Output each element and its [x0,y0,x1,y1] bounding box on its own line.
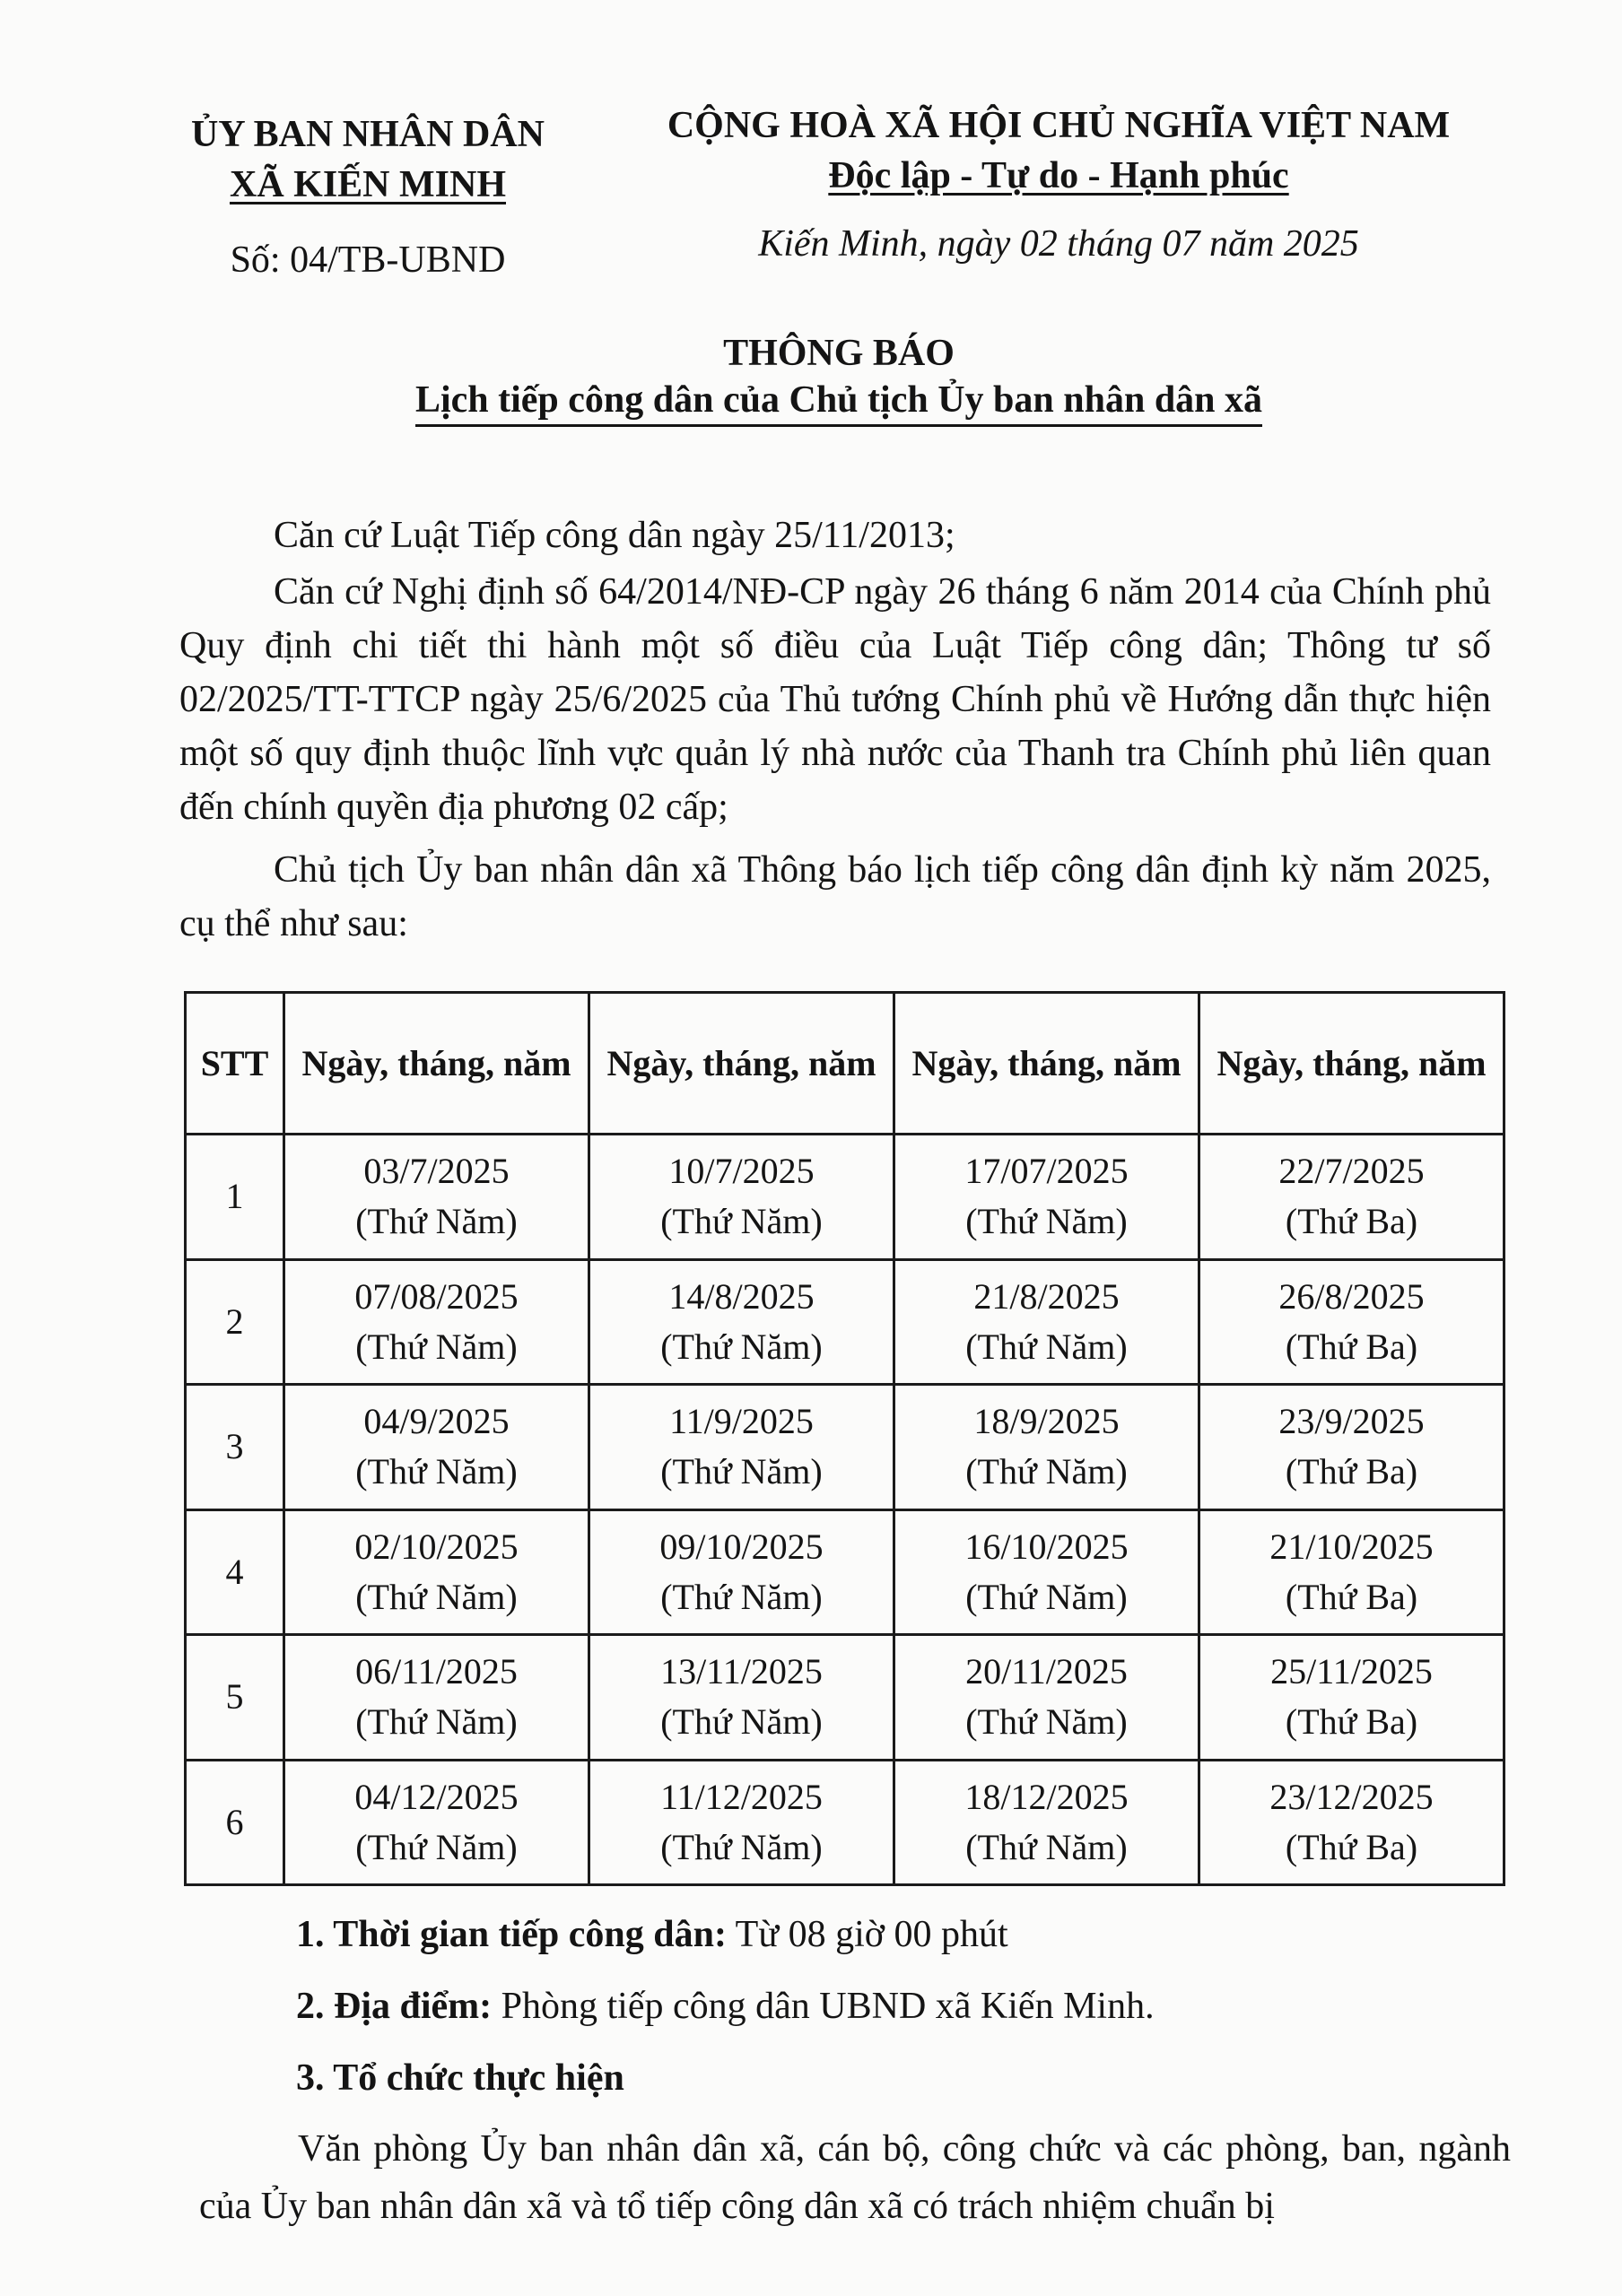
table-row [186,1135,1504,1260]
schedule-cell [284,1135,589,1260]
table-row [186,1509,1504,1635]
section-2-label: 2. Địa điểm: [296,1986,493,2027]
table-row [186,1635,1504,1761]
cell-date: 13/11/2025 [660,1651,823,1692]
schedule-cell [589,1135,894,1260]
motto-line [628,151,1489,201]
cell-weekday: (Thứ Ba) [1285,1701,1418,1743]
cell-date: 03/7/2025 [363,1151,510,1192]
cell-weekday: (Thứ Năm) [965,1326,1128,1367]
row-number: 6 [186,1760,284,1885]
schedule-cell [894,1760,1199,1885]
cell-weekday: (Thứ Ba) [1285,1826,1418,1867]
cell-date: 21/10/2025 [1269,1526,1434,1567]
cell-date: 04/9/2025 [363,1401,510,1442]
cell-date: 04/12/2025 [354,1776,519,1817]
cell-date: 18/9/2025 [973,1401,1120,1442]
schedule-cell [894,1385,1199,1510]
cell-weekday: (Thứ Năm) [355,1326,518,1367]
section-implementation-text: Văn phòng Ủy ban nhân dân xã, cán bộ, công chức và các phòng, ban, ngành của Ủy ban nhân dân xã và tổ tiếp công dân xã có trách nhiệm chuẩn bị [199,2128,1511,2227]
cell-date: 10/7/2025 [668,1151,815,1192]
column-header-date-1: Ngày, tháng, năm [284,993,589,1135]
cell-date: 14/8/2025 [668,1275,815,1317]
schedule-cell [589,1259,894,1385]
paragraph-announcement: Chủ tịch Ủy ban nhân dân xã Thông báo lịch tiếp công dân định kỳ năm 2025, cụ thể như sau: [179,849,1491,944]
cell-date: 09/10/2025 [659,1526,824,1567]
schedule-cell [894,1135,1199,1260]
column-header-date-3: Ngày, tháng, năm [894,993,1199,1135]
table-row [186,1760,1504,1885]
cell-weekday: (Thứ Năm) [660,1826,823,1867]
schedule-cell [284,1385,589,1510]
schedule-cell [284,1259,589,1385]
nation-title: CỘNG HOÀ XÃ HỘI CHỦ NGHĨA VIỆT NAM [667,105,1451,146]
cell-weekday: (Thứ Năm) [660,1576,823,1617]
paragraph-legal-basis-1: Căn cứ Luật Tiếp công dân ngày 25/11/2013; [274,515,955,556]
schedule-cell [894,1509,1199,1635]
section-implementation-heading: 3. Tổ chức thực hiện [296,2057,624,2099]
cell-weekday: (Thứ Năm) [355,1826,518,1867]
cell-weekday: (Thứ Năm) [660,1451,823,1492]
cell-date: 11/12/2025 [660,1776,823,1817]
cell-weekday: (Thứ Năm) [355,1451,518,1492]
row-number: 5 [186,1635,284,1761]
table-row [186,1385,1504,1510]
section-1-value: Từ 08 giờ 00 phút [726,1914,1008,1955]
schedule-cell [1199,1135,1504,1260]
notice-title: THÔNG BÁO [723,333,955,374]
cell-date: 20/11/2025 [965,1651,1128,1692]
cell-date: 17/07/2025 [964,1151,1129,1192]
cell-date: 02/10/2025 [354,1526,519,1567]
cell-weekday: (Thứ Năm) [660,1701,823,1743]
agency-line-1: ỦY BAN NHÂN DÂN [191,114,545,155]
cell-weekday: (Thứ Năm) [660,1201,823,1242]
row-number: 3 [186,1385,284,1510]
national-header [628,100,1489,201]
agency-name: XÃ KIẾN MINH [229,164,506,205]
schedule-cell [894,1635,1199,1761]
schedule-cell [589,1385,894,1510]
cell-weekday: (Thứ Năm) [965,1451,1128,1492]
cell-weekday: (Thứ Ba) [1285,1451,1418,1492]
schedule-cell [589,1760,894,1885]
cell-date: 18/12/2025 [964,1776,1129,1817]
column-header-date-4: Ngày, tháng, năm [1199,993,1504,1135]
cell-date: 25/11/2025 [1270,1651,1433,1692]
table-header-row [186,993,1504,1135]
section-1-label: 1. Thời gian tiếp công dân: [296,1914,727,1955]
column-header-stt: STT [186,993,284,1135]
table-row [186,1259,1504,1385]
cell-weekday: (Thứ Năm) [965,1201,1128,1242]
schedule-cell [284,1509,589,1635]
cell-date: 07/08/2025 [354,1275,519,1317]
table-body [186,1135,1504,1885]
cell-date: 23/12/2025 [1269,1776,1434,1817]
cell-date: 06/11/2025 [355,1651,518,1692]
schedule-cell [1199,1509,1504,1635]
cell-weekday: (Thứ Ba) [1285,1576,1418,1617]
cell-weekday: (Thứ Năm) [660,1326,823,1367]
cell-date: 21/8/2025 [973,1275,1120,1317]
notice-subtitle-text: Lịch tiếp công dân của Chủ tịch Ủy ban nhân dân xã [415,379,1262,427]
cell-weekday: (Thứ Ba) [1285,1326,1418,1367]
cell-weekday: (Thứ Năm) [355,1701,518,1743]
cell-date: 11/9/2025 [669,1401,814,1442]
schedule-cell [284,1760,589,1885]
agency-line-2 [170,160,565,210]
place-date: Kiến Minh, ngày 02 tháng 07 năm 2025 [758,223,1359,265]
schedule-cell [589,1635,894,1761]
cell-weekday: (Thứ Năm) [355,1576,518,1617]
row-number: 4 [186,1509,284,1635]
cell-date: 16/10/2025 [964,1526,1129,1567]
schedule-cell [894,1259,1199,1385]
cell-weekday: (Thứ Ba) [1285,1201,1418,1242]
schedule-cell [1199,1635,1504,1761]
schedule-cell [284,1635,589,1761]
agency-header [170,109,565,210]
schedule-table [184,991,1505,1886]
cell-date: 23/9/2025 [1278,1401,1425,1442]
schedule-cell [1199,1259,1504,1385]
column-header-date-2: Ngày, tháng, năm [589,993,894,1135]
row-number: 2 [186,1259,284,1385]
motto: Độc lập - Tự do - Hạnh phúc [828,155,1289,196]
schedule-cell [1199,1760,1504,1885]
cell-weekday: (Thứ Năm) [965,1576,1128,1617]
cell-weekday: (Thứ Năm) [965,1701,1128,1743]
cell-date: 26/8/2025 [1278,1275,1425,1317]
schedule-cell [589,1509,894,1635]
section-location [296,1980,1498,2032]
section-reception-time [296,1909,1498,1961]
document-number: Số: 04/TB-UBND [230,239,506,281]
row-number: 1 [186,1135,284,1260]
notice-subtitle [179,375,1498,425]
section-2-value: Phòng tiếp công dân UBND xã Kiến Minh. [492,1986,1155,2027]
paragraph-legal-basis-2: Căn cứ Nghị định số 64/2014/NĐ-CP ngày 26 tháng 6 năm 2014 của Chính phủ Quy định chi tiết thi hành một số điều của Luật Tiếp công dân; Thông tư số 02/2025/TT-TTCP ngày 25/6/2025 của Thủ tướng Chính phủ về Hướng dẫn thực hiện một số quy định thuộc lĩnh vực quản lý nhà nước của Thanh tra Chính phủ liên quan đến chính quyền địa phương 02 cấp; [179,571,1491,828]
schedule-cell [1199,1385,1504,1510]
cell-weekday: (Thứ Năm) [965,1826,1128,1867]
cell-date: 22/7/2025 [1278,1151,1425,1192]
cell-weekday: (Thứ Năm) [355,1201,518,1242]
